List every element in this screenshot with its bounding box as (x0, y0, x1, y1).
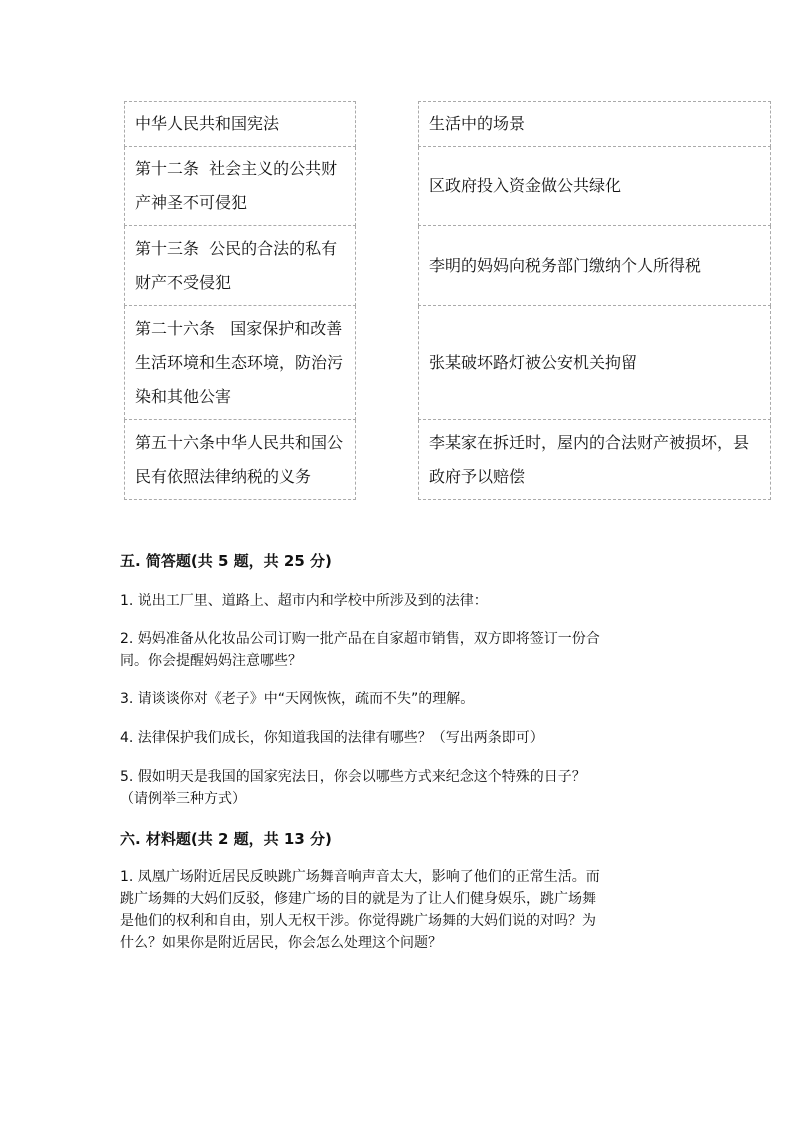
table-cell: 李某家在拆迁时，屋内的合法财产被损坏，县政府予以赔偿 (419, 420, 771, 500)
table-cell: 第五十六条中华人民共和国公民有依照法律纳税的义务 (125, 420, 356, 500)
life-scenes-table (418, 101, 771, 500)
table-cell: 生活中的场景 (419, 102, 771, 147)
section-title-short-answer: 五. 简答题(共 5 题，共 25 分) (120, 552, 332, 570)
question-item: 2. 妈妈准备从化妆品公司订购一批产品在自家超市销售，双方即将签订一份合 同。你会提醒妈妈注意哪些？ (120, 631, 600, 669)
question-item: 1. 凤凰广场附近居民反映跳广场舞音响声音太大，影响了他们的正常生活。而 跳广场舞的大妈们反驳，修建广场的目的就是为了让人们健身娱乐，跳广场舞 是他们的权利和自由，别人无权干涉。你觉得跳广场舞的大妈们说的对吗？为 什么？如果你是附近居民，你会怎么处理这个问题？ (120, 869, 600, 951)
table-cell: 第十二条 社会主义的公共财产神圣不可侵犯 (125, 147, 356, 226)
table-cell: 李明的妈妈向税务部门缴纳个人所得税 (419, 226, 771, 306)
constitution-articles-table (124, 101, 356, 500)
table-cell: 第二十六条 国家保护和改善生活环境和生态环境，防治污染和其他公害 (125, 306, 356, 420)
question-item: 3. 请谈谈你对《老子》中“天网恢恢，疏而不失”的理解。 (120, 691, 475, 707)
question-item: 5. 假如明天是我国的国家宪法日，你会以哪些方式来纪念这个特殊的日子？ （请例举三种方式） (120, 769, 586, 807)
table-cell: 第十三条 公民的合法的私有财产不受侵犯 (125, 226, 356, 306)
table-cell: 中华人民共和国宪法 (125, 102, 356, 147)
table-cell: 张某破坏路灯被公安机关拘留 (419, 306, 771, 420)
section-title-material: 六. 材料题(共 2 题，共 13 分) (120, 830, 332, 848)
question-item: 1. 说出工厂里、道路上、超市内和学校中所涉及到的法律： (120, 593, 488, 609)
question-item: 4. 法律保护我们成长，你知道我国的法律有哪些？（写出两条即可） (120, 730, 544, 746)
table-cell: 区政府投入资金做公共绿化 (419, 147, 771, 226)
